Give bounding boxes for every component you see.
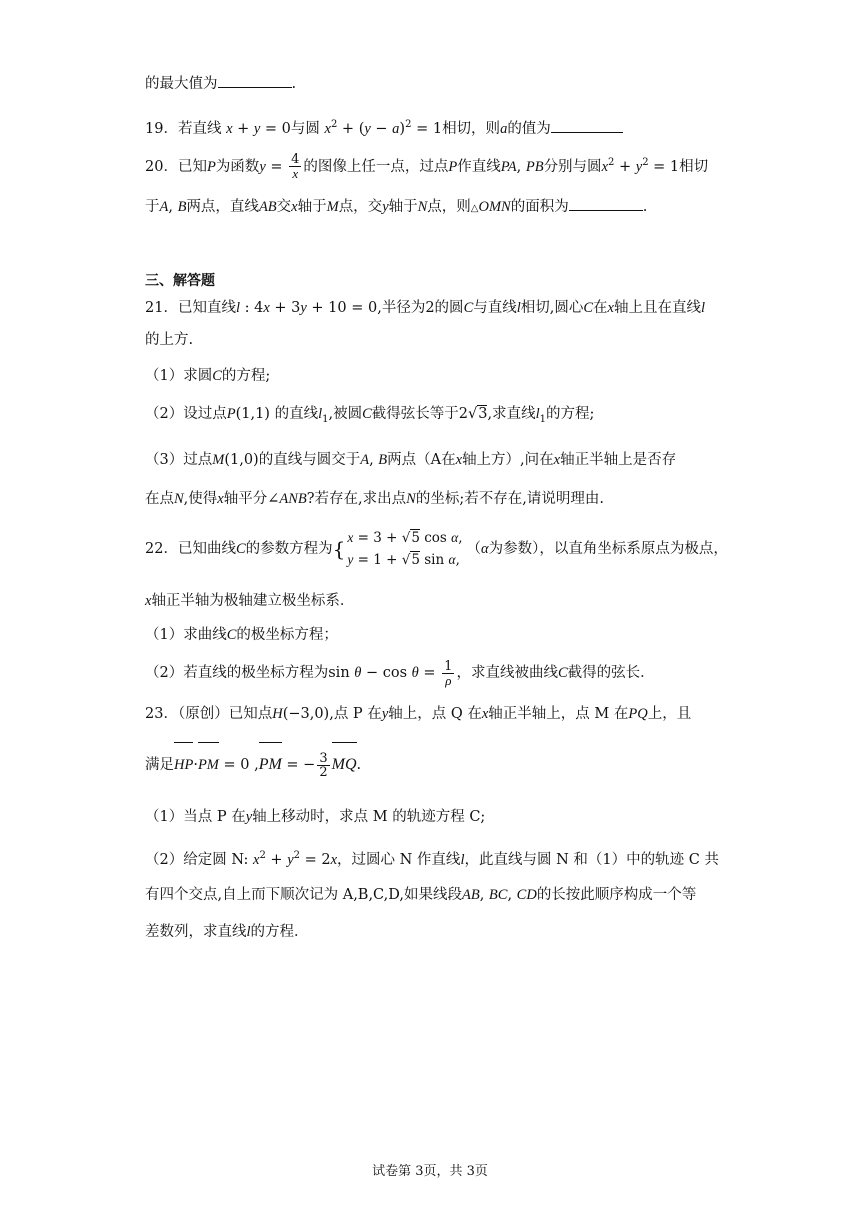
question-number: 23．	[145, 706, 178, 722]
q23-part2-line3: 差数列，求直线l的方程．	[145, 924, 309, 940]
q21-text: （3）过点	[145, 452, 213, 468]
q20-text: 分别与圆	[543, 158, 602, 175]
q21-text: 两点（A在	[387, 452, 456, 468]
question-20: 20．已知P为函数y = $\frac{4}{x}$ 的图像上任一点，过点P作直线PA, PB分别与圆$x^2 + y^2 = 1$相切	[145, 152, 709, 182]
q23-part1: （1）当点 P 在y轴上移动时，求点 M 的轨迹方程 C;	[145, 809, 486, 825]
q21-text: ?若存在,求出点	[306, 491, 407, 507]
question-21: 21．已知直线l : 4x + 3y + 10 = 0,半径为2的圆C与直线l相切,圆心C在x轴上且在直线l	[145, 300, 706, 316]
q21-text: 轴上方）,问在	[462, 452, 554, 468]
answer-blank	[218, 72, 292, 88]
q20-text: 相切	[679, 158, 709, 175]
q21-text: 与直线	[473, 300, 517, 316]
q21-text: 的方程;	[545, 406, 595, 422]
q21-text: 轴正半轴上是否存	[560, 452, 677, 468]
q20-text: 已知	[177, 158, 207, 175]
q21-part3: （3）过点M(1,0)的直线与圆交于A, B两点（A在x轴上方）,问在x轴正半轴上是否存	[145, 452, 677, 468]
q23-text: 有四个交点,自上而下顺次记为 A,B,C,D,如果线段	[145, 887, 462, 903]
q22-text: （	[466, 541, 482, 557]
q20-text: 的面积为	[510, 199, 569, 215]
q20-text: 两点，直线	[186, 199, 259, 215]
q22-text: （1）求曲线	[145, 627, 227, 643]
q21-text: 的方程;	[221, 368, 271, 384]
q20-text: 点，交	[338, 199, 383, 215]
q19-text: 若直线	[177, 120, 222, 137]
q23-part2-line2: 有四个交点,自上而下顺次记为 A,B,C,D,如果线段AB, BC, CD的长按此顺序构成一个等	[145, 887, 697, 903]
q18-tail: 的最大值为 .	[145, 72, 296, 95]
q20-text: 点，则	[427, 199, 471, 215]
q20-text: 轴于	[388, 199, 418, 215]
answer-blank	[569, 195, 643, 211]
q23-part2: （2）给定圆 N: $x^2 + y^2 = 2x$，过圆心 N 作直线l，此直线与圆 N 和（1）中的轨迹 C 共	[145, 850, 719, 868]
q22-text: 截得的弦长．	[567, 665, 655, 681]
q21-text: ,被圆	[328, 406, 363, 422]
q23-text: ,点 P 在	[329, 706, 382, 722]
q23-text: 轴正半轴上，点 M 在	[488, 706, 629, 722]
q21-text: （2）设过点	[145, 406, 227, 422]
q20-text: 为函数	[215, 158, 260, 175]
q21-text: 在点	[145, 491, 174, 507]
q22-text: 为参数），以直角坐标系原点为极点，	[488, 541, 728, 557]
q23-text: （原创）已知点	[177, 706, 273, 722]
q20-text: 于	[145, 199, 160, 215]
question-23: 23．（原创）已知点H(−3,0),点 P 在y轴上，点 Q 在x轴正半轴上，点 M 在PQ上，且	[145, 706, 692, 722]
q21-text: 轴上且在直线	[613, 300, 701, 316]
q23-text: 的方程．	[250, 924, 309, 940]
question-number: 22．	[145, 541, 178, 557]
q21-part2: （2）设过点P(1,1) 的直线$l_1$,被圆C截得弦长等于2√3,求直线$l_1$的方程;	[145, 406, 595, 425]
q23-text: 轴上移动时，求点 M 的轨迹方程 C;	[252, 809, 486, 825]
q23-text: （2）给定圆 N:	[145, 851, 249, 868]
q18-tail-text: 的最大值为	[145, 76, 218, 92]
q21-text: 的坐标;若不存在,请说明理由.	[415, 491, 604, 507]
question-19: 19．若直线 x + y = 0与圆 $x^2 + (y - a)^2 = 1$相切，则a的值为	[145, 114, 623, 140]
q20-text: 的图像上任一点，过点	[303, 158, 449, 175]
q21-text: （1）求圆	[145, 368, 213, 384]
page-footer: 试卷第 3页，共 3页	[372, 1164, 488, 1179]
q22-text: ，求直线被曲线	[456, 665, 558, 681]
q21-text: 轴平分	[223, 491, 268, 507]
q20-text: 作直线	[457, 158, 501, 175]
section-heading: 三、解答题	[145, 273, 215, 289]
q21-part3-line2: 在点N,使得x轴平分∠ANB?若存在,求出点N的坐标;若不存在,请说明理由.	[145, 491, 604, 507]
q21-text: 截得弦长等于	[371, 406, 459, 422]
answer-blank	[551, 117, 623, 133]
fraction: $\frac{3}{2}$	[319, 750, 328, 780]
question-21-line2: 的上方.	[145, 332, 194, 348]
question-20-line2: 于A, B两点，直线AB交x轴于M点，交y轴于N点，则△OMN的面积为 .	[145, 195, 647, 220]
q22-part2: （2）若直线的极坐标方程为sin θ − cos θ = $\frac{1}{\rho}$ ，求直线被曲线C截得的弦长．	[145, 658, 655, 688]
q22-text: （2）若直线的极坐标方程为	[145, 665, 329, 681]
fraction: $\frac{1}{\rho}$	[444, 658, 453, 688]
q20-text: 交	[276, 199, 292, 215]
q19-text: 相切，则	[442, 120, 501, 137]
q21-text: 已知直线	[177, 300, 236, 316]
question-23-line2: 满足HP·PM = 0 ,PM = − $\frac{3}{2}$ MQ.	[145, 742, 361, 787]
q23-text: 差数列，求直线	[145, 924, 247, 940]
q21-text: 的直线	[274, 406, 319, 422]
q23-text: （1）当点 P 在	[145, 809, 246, 825]
q22-text: 的参数方程为	[245, 541, 333, 557]
q19-text: 的值为	[507, 120, 551, 137]
q21-text: 在	[593, 300, 608, 316]
question-22: 22．已知曲线C的参数方程为 { x = 3 + √5 cos α, y = 1 + √5 sin α, （α为参数），以直角坐标系原点为极点，	[145, 527, 728, 571]
q23-text: ，此直线与圆 N 和（1）中的轨迹 C 共	[464, 851, 719, 868]
q23-text: 上，且	[647, 706, 692, 722]
question-number: 20．	[145, 158, 178, 175]
q21-part1: （1）求圆C的方程;	[145, 368, 271, 384]
q22-text: 的极坐标方程；	[236, 627, 338, 643]
q23-text: 轴上，点 Q 在	[388, 706, 482, 722]
question-22-line2: x轴正半轴为极轴建立极坐标系．	[145, 593, 355, 609]
q20-text: 轴于	[297, 199, 327, 215]
q22-text: 已知曲线	[177, 541, 236, 557]
fraction: $\frac{4}{x}$	[291, 152, 300, 182]
q22-text: 轴正半轴为极轴建立极坐标系．	[151, 593, 355, 609]
q22-part1: （1）求曲线C的极坐标方程；	[145, 627, 338, 643]
q23-text: 的长按此顺序构成一个等	[536, 887, 697, 903]
q21-text: 相切,圆心	[520, 300, 584, 316]
q23-text: 满足	[145, 757, 174, 773]
question-number: 19．	[145, 120, 178, 137]
q23-text: ，过圆心 N 作直线	[337, 851, 461, 868]
q21-text: 的直线与圆交于	[258, 452, 361, 468]
q21-text: ,求直线	[487, 406, 536, 422]
q21-text: 半径为2的圆	[381, 300, 464, 316]
question-number: 21．	[145, 300, 178, 316]
parametric-system: { x = 3 + √5 cos α, y = 1 + √5 sin α,	[332, 530, 463, 568]
q21-text: ,使得	[183, 491, 218, 507]
q19-text: 与圆	[290, 120, 320, 137]
